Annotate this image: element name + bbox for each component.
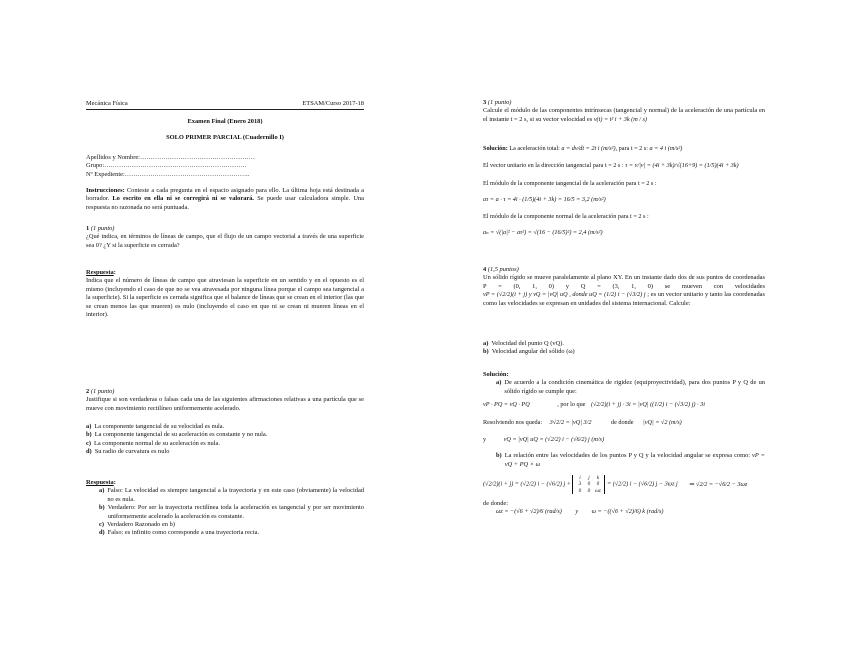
q4-resolve-eq: 3√2/2 = |vQ| 3/2	[549, 418, 592, 426]
q1-answer-text: Indica que el número de líneas de campo que atraviesan la superficie en un sentido y en el opuesto es el mismo (incluyendo el caso de que no se vea atravesada por ninguna línea porque el campo sea tangencial a la superficie). Si la superficie es cerrada significa que el balance de líneas que se crean en el interior (las que se crean menos las que mueren) es nulo (incluyendo el caso en que ni se crean ni mueren líneas en el interior).	[86, 277, 364, 319]
q3-accel-value: a = 4 i (m/s²)	[649, 145, 683, 152]
q3-solution: Solución: La aceleración total: a = dv/dt = 2t i (m/s²), para t = 2 s: a = 4 i (m/s²) El vector unitario en la dirección tangencial para t = 2 s : τ = v/|v| = (4i + 3k)/√(16+9) = (1/5)(4i + 3k) El módulo de la componente tangencial de la aceleración para t = 2 s : aτ = a · τ = 4i · (1/5)(4i + 3k) = 16/5 = 3,2 (m/s²) El módulo de la componente normal de la aceleración para t = 2 s : aₙ = √(|a|² − aτ²) = √(16 − (16/5)²) = 2,4 (m/s²)	[483, 145, 765, 237]
q2-answer-label: Respuesta	[86, 479, 114, 486]
question-3	[483, 99, 765, 124]
question-2	[86, 388, 364, 413]
instructions-label: Instrucciones:	[86, 187, 125, 194]
student-fields	[86, 154, 364, 179]
q2-statement: b) La componente tangencial de su aceleración es constante y no nula.	[86, 431, 268, 439]
q2-statement: c) La componente normal de su aceleración es nula.	[86, 439, 220, 447]
q2-number: 2	[86, 388, 90, 395]
page-header	[86, 100, 364, 110]
q3-tangential-intro: El módulo de la componente tangencial de la aceleración para t = 2 s :	[483, 179, 657, 187]
q3-solution-label: Solución:	[483, 145, 508, 152]
q2-answer: Respuesta: a) Falso: La velocidad es siempre tangencial a la trayectoria y en este caso (obviamente) la velocidad no es nula. b) Verdadero: Por ser la trayectoria rectilínea toda la aceleración es tangencial y por ser movimiento uniformemente acelerado la aceleración es constante. c) Verdadero Razonado en b) d) Falso: es infinito como corresponde a una trayectoria recta.	[86, 479, 364, 537]
q4-from-label: de donde:	[483, 499, 509, 507]
q2-answer-item: d) Falso: es infinito como corresponde a una trayectoria recta.	[99, 529, 260, 537]
q2-points: (1 punto)	[90, 388, 115, 395]
record-field: Nº Expediente:…………………………………………………..	[86, 170, 250, 178]
q2-answer-item: c) Verdadero Razonado en b)	[99, 521, 175, 529]
q2-statements	[86, 423, 364, 457]
q4-text-2: ; es un vector unitario y tanto las coordenadas como las velocidades se expresan en unidades del sistema internacional. Calcule:	[483, 291, 765, 307]
q1-number: 1	[86, 225, 90, 232]
instructions-text: Conteste a cada pregunta en el espacio asignado para ello. La última hoja está destinada a borrador.	[86, 187, 364, 203]
course-name: Mecánica Física	[86, 100, 128, 107]
q4-solution: Solución: a) De acuerdo a la condición cinemática de rigidez (equiproyectividad), para dos puntos P y Q de un sólido rígido se cumple que: vP · PQ = vQ · PQ , por lo que (√2/2)(i + j) · 3i = |vQ| ((1/2) i − (√3/2) j) · 3i Resolviendo nos queda: 3√2/2 = |vQ| 3/2 de donde |vQ| = √2 (m/s) y vQ = |vQ| uQ = (√2/2) i − (√6/2) j (m/s) b) La relación entre las velocidades de los puntos P y Q y la velocidad angular se expresa como: vP = vQ + PQ × ω (√2/2)(i + j) = (√2/2) i − (√6/2) j + i j k 3 0 0 0 0 ωz = (√2/2) i − (√6/2) j − 3ωz j ⇒ √2/2 = −√6/2 − 3ωz de donde: ωz = −(√6 + √2)/6 (rad/s) y ω = −((√6 + √2)/6) k (rad/s)	[483, 371, 765, 516]
group-field: Grupo:………………………………………………………….	[86, 162, 247, 170]
q4-item: a) Velocidad del punto Q (vQ).	[483, 340, 564, 347]
q1-answer: Respuesta: Indica que el número de líneas de campo que atraviesan la superficie en un sentido y en el opuesto es el mismo (incluyendo el caso de que no se vea atravesada por ninguna línea porque el campo sea tangencial a la superficie). Si la superficie es cerrada significa que el balance de líneas que se crean en el interior (las que se crean menos las que mueren) es nulo (incluyendo el caso en que ni se crean ni mueren líneas en el interior).	[86, 269, 364, 319]
q3-tangential-value: aτ = a · τ = 4i · (1/5)(4i + 3k) = 16/5 = 3,2 (m/s²)	[483, 196, 606, 204]
q4-items	[483, 340, 765, 357]
q2-answer-item: b) Verdadero: Por ser la trayectoria rectilínea toda la aceleración es tangencial y por ser movimiento uniformemente acelerado la aceleración es constante.	[99, 504, 364, 520]
q4-points: (1,5 puntos)	[487, 266, 519, 273]
q4-velocities: vP = (√2/2)(i + j) y vQ = |vQ| uQ , donde uQ = (1/2) i − (√3/2) j	[483, 291, 646, 299]
q4-vq-modulus: |vQ| = √2 (m/s)	[643, 418, 682, 426]
q3-normal-value: aₙ = √(|a|² − aτ²) = √(16 − (16/5)²) = 2,4 (m/s²)	[483, 229, 603, 237]
school-year: ETSAM/Curso 2017-18	[302, 100, 364, 107]
exam-subtitle: SOLO PRIMER PARCIAL (Cuadernillo I)	[166, 134, 284, 141]
q3-normal-intro: El módulo de la componente normal de la aceleración para t = 2 s :	[483, 212, 649, 220]
q3-text: Calcule el módulo de las componentes intrínsecas (tangencial y normal) de la aceleración de una partícula en el instante t = 2 s, si su vector velocidad es	[483, 107, 765, 123]
q3-accel-expr: a = dv/dt = 2t i (m/s²),	[561, 145, 618, 152]
instructions-text-2: Se puede usar calculadora simple. Una respuesta no razonada no será puntuada.	[86, 195, 364, 211]
q4-eq-projection: (√2/2)(i + j) · 3i = |vQ| ((1/2) i − (√3/2) j) · 3i	[590, 401, 705, 409]
q4-cross-product-eq: (√2/2)(i + j) = (√2/2) i − (√6/2) j + i j k 3 0 0 0 0 ωz = (√2/2) i − (√6/2) j − 3ωz j ⇒ √2/2 = −√6/2 − 3ωz	[483, 475, 748, 494]
exam-title: Examen Final (Enero 2018)	[187, 118, 263, 125]
q4-item: b) Velocidad angular del sólido (ω)	[483, 348, 575, 356]
q2-statement: a) La componente tangencial de su velocidad es nula.	[86, 423, 225, 430]
q4-solution-a: a) De acuerdo a la condición cinemática de rigidez (equiproyectividad), para dos puntos P y Q de un sólido rígido se cumple que:	[496, 379, 765, 395]
q1-text: ¿Qué indica, en términos de líneas de campo, que el flujo de un campo vectorial a través de una superficie sea 0? ¿Y si la superficie es cerrada?	[86, 233, 364, 249]
instructions	[86, 187, 364, 212]
q4-equiprojectivity: vP · PQ = vQ · PQ	[483, 401, 530, 409]
q4-omega-vector: ω = −((√6 + √2)/6) k (rad/s)	[591, 508, 664, 516]
q4-number: 4	[483, 266, 487, 273]
q4-text: Un sólido rígido se mueve paralelamente al plano XY. En un instante dado dos de sus puntos de coordenadas P = (0, 1, 0) y Q = (3, 1, 0) se mueven con velocidades	[483, 274, 765, 290]
q4-omega-z: ωz = −(√6 + √2)/6 (rad/s)	[496, 508, 562, 516]
q3-number: 3	[483, 99, 487, 106]
q2-answer-item: a) Falso: La velocidad es siempre tangencial a la trayectoria y en este caso (obviamente) la velocidad no es nula.	[99, 487, 364, 503]
q4-solution-b: b) La relación entre las velocidades de los puntos P y Q y la velocidad angular se expresa como: vP = vQ + PQ × ω	[496, 452, 765, 468]
question-1	[86, 225, 364, 250]
name-field: Apellidos y Nombre:………………………………………………	[86, 154, 255, 161]
question-4	[483, 266, 765, 308]
q3-velocity: v(t) = t² i + 3k (m / s)	[593, 115, 647, 123]
q2-statement: d) Su radio de curvatura es nulo	[86, 448, 170, 456]
q1-points: (1 punto)	[90, 225, 115, 232]
q3-unit-vector: τ = v/|v| = (4i + 3k)/√(16+9) = (1/5)(4i + 3k)	[625, 162, 739, 170]
instructions-warning: Lo escrito en ella ni se corregirá ni se valorará.	[112, 195, 255, 203]
q2-text: Justifique si son verdaderas o falsas cada una de las siguientes afirmaciones relativas a una partícula que se mueve con movimiento rectilíneo uniformemente acelerado.	[86, 396, 364, 412]
q4-solution-label: Solución:	[483, 371, 509, 378]
q1-answer-label: Respuesta	[86, 269, 114, 276]
q3-points: (1 punto)	[487, 99, 512, 106]
q4-velocity-relation: vP = vQ + PQ × ω	[504, 452, 765, 468]
q4-vq-vector: vQ = |vQ| uQ = (√2/2) i − (√6/2) j (m/s)	[503, 436, 605, 444]
cross-product-matrix: i j k 3 0 0 0 0 ωz	[572, 475, 605, 494]
